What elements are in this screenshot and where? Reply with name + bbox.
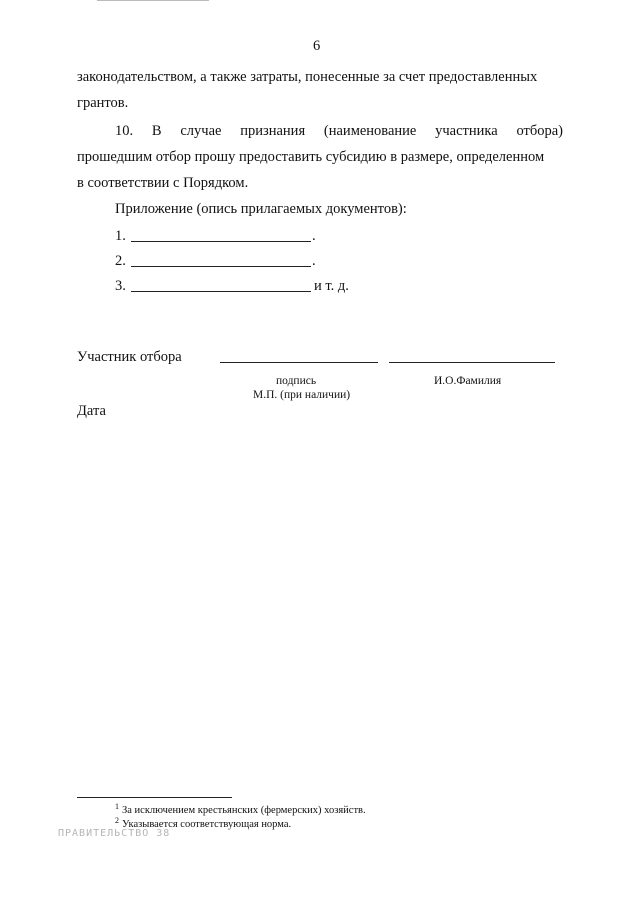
- attachment-item-tail: .: [312, 228, 316, 244]
- word: 10.: [115, 123, 134, 139]
- footnote-mark: 1: [115, 801, 119, 811]
- paragraph2-line2: прошедшим отбор прошу предоставить субсидию в размере, определенном: [77, 149, 545, 165]
- word: признания: [240, 123, 306, 139]
- attachment-item-number: 2.: [115, 253, 126, 269]
- date-label: Дата: [77, 403, 106, 419]
- name-caption: И.О.Фамилия: [434, 375, 502, 387]
- scan-stamp: ПРАВИТЕЛЬСТВО 38: [58, 828, 171, 839]
- attachment-item-line: [131, 266, 311, 267]
- attachment-item-tail: .: [312, 253, 316, 269]
- paragraph2-line3: в соответствии с Порядком.: [77, 175, 249, 191]
- footnote: [115, 801, 366, 817]
- participant-label: Участник отбора: [77, 349, 182, 365]
- paragraph1-line1: законодательством, а также затраты, понесенные за счет предоставленных: [77, 69, 538, 85]
- page-number: 6: [313, 38, 321, 54]
- footnote-mark: 2: [115, 815, 119, 825]
- attachment-item-line: [131, 241, 311, 242]
- attachment-item-number: 1.: [115, 228, 126, 244]
- attachment-item-line: [131, 291, 311, 292]
- scan-edge-mark: [97, 0, 209, 1]
- name-line: [389, 362, 555, 363]
- signature-line: [220, 362, 378, 363]
- word: случае: [180, 123, 222, 139]
- paragraph2-line1: [115, 123, 563, 139]
- word: В: [151, 123, 162, 139]
- word: отбора): [516, 123, 563, 139]
- paragraph1-line2: грантов.: [77, 95, 129, 111]
- stamp-caption: М.П. (при наличии): [253, 389, 351, 401]
- attachment-item-number: 3.: [115, 278, 126, 294]
- word: участника: [435, 123, 498, 139]
- word: (наименование: [323, 123, 417, 139]
- attachment-item-tail: и т. д.: [314, 278, 349, 294]
- footnote-text: За исключением крестьянских (фермерских) хозяйств.: [122, 805, 366, 816]
- footnote-text: Указывается соответствующая норма.: [122, 819, 292, 830]
- signature-caption: подпись: [276, 375, 317, 387]
- footnote-separator: [77, 797, 232, 798]
- attachment-heading: Приложение (опись прилагаемых документов):: [115, 201, 407, 217]
